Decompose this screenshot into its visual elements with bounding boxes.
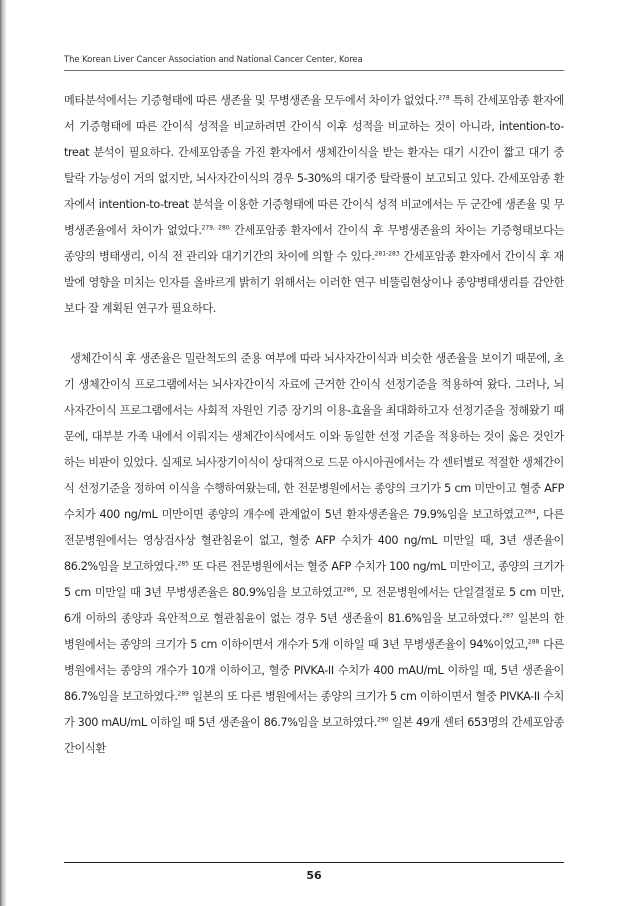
body-text <box>64 88 564 762</box>
footer-divider <box>64 862 564 863</box>
page-edge-shadow <box>0 0 7 906</box>
header-divider <box>64 70 564 71</box>
text-run: 생체간이식 후 생존율은 밀란척도의 준용 여부에 따라 뇌사자간이식과 비슷한 생존율을 보이기 때문에, 초기 생체간이식 프로그램에서는 뇌사자간이식 자료에 근거한 간이식 선정기준을 적용하여 왔다. 그러나, 뇌사자간이식 프로그램에서는 사회적 자원인 기증 장기의 이용-효율을 최대화하고자 선정기준을 정해왔기 때문에, 대부분 가족 내에서 이뤄지는 생체간이식에서도 이와 동일한 선정 기준을 적용하는 것이 옳은 것인가 하는 비판이 있었다. 실제로 뇌사장기이식이 상대적으로 드문 아시아권에서는 각 센터별로 적절한 생체간이식 선정기준을 정하여 이식을 수행하여왔는데, 한 전문병원에서는 종양의 크기가 5 cm 미만이고 혈중 AFP 수치가 400 ng/mL 미만이면 종양의 개수에 관계없이 5년 환자생존율은 79.9%임을 보고하였고 <box>64 352 564 521</box>
text-run: 간세포암종 환자에서 간이식 후 재발에 영향을 미치는 인자를 올바르게 밝히기 위해서는 이러한 연구 비뚤림현상이나 종양병태생리를 감안한 보다 잘 계획된 연구가 필요하다. <box>64 250 565 315</box>
paragraph <box>64 88 564 322</box>
page-number: 56 <box>306 869 322 882</box>
citation-ref: 286 <box>342 586 355 594</box>
text-run: 간세포암종 환자에서 간이식 후 무병생존율의 차이는 기증형태보다는 종양의 병태생리, 이식 전 관리와 대기기간의 차이에 의할 수 있다. <box>64 224 565 263</box>
citation-ref: 285 <box>177 560 190 568</box>
running-header: The Korean Liver Cancer Association and National Cancer Center, Korea <box>64 55 363 65</box>
text-run: 다른 병원에서는 종양의 개수가 10개 이하이고, 혈중 PIVKA-II 수치가 400 mAU/mL 이하일 때, 5년 생존율이 86.7%임을 보고하였다. <box>64 638 564 703</box>
text-run: 일본의 한 병원에서는 종양의 크기가 5 cm 이하이면서 개수가 5개 이하일 때 3년 무병생존율이 94%이었고, <box>64 612 564 651</box>
citation-ref: 287 <box>502 612 514 620</box>
text-run: 메타분석에서는 기증형태에 따른 생존율 및 무병생존율 모두에서 차이가 없었다. <box>64 94 439 107</box>
text-run: 일본 49개 센터 653명의 간세포암종 간이식환 <box>64 716 565 755</box>
paragraph <box>64 346 564 762</box>
citation-ref: 288 <box>527 638 540 646</box>
citation-ref: 289 <box>177 690 189 698</box>
citation-ref: 279, 280 <box>201 224 230 232</box>
citation-ref: 290 <box>377 716 389 724</box>
citation-ref: 284 <box>524 508 536 516</box>
text-run: 또 다른 전문병원에서는 혈중 AFP 수치가 100 ng/mL 미만이고, 종양의 크기가 5 cm 미만일 때 3년 무병생존율은 80.9%임을 보고하였고 <box>64 560 564 599</box>
text-run: , 다른 전문병원에서는 영상검사상 혈관침윤이 없고, 혈중 AFP 수치가 400 ng/mL 미만일 때, 3년 생존율이 86.2%임을 보고하였다. <box>64 508 564 573</box>
text-run: , 모 전문병원에서는 단일결절로 5 cm 미만, 6개 이하의 종양과 육안적으로 혈관침윤이 없는 경우 5년 생존율이 81.6%임을 보고하였다. <box>64 586 564 625</box>
citation-ref: 278 <box>438 94 450 102</box>
text-run: 특히 간세포암종 환자에서 기증형태에 따른 간이식 성적을 비교하려면 간이식 이후 성적을 비교하는 것이 아니라, intention-to-treat 분석이 필요하다. 간세포암종을 가진 환자에서 생체간이식을 받는 환자는 대기 시간이 짧고 대기 중 탈락 가능성이 거의 없지만, 뇌사자간이식의 경우 5-30%의 대기중 탈락률이 보고되고 있다. 간세포암종 환자에서 intention-to-treat 분석을 이용한 기증형태에 따른 간이식 성적 비교에서는 두 군간에 생존율 및 무병생존율에서 차이가 없었다. <box>64 94 564 237</box>
text-run: 일본의 또 다른 병원에서는 종양의 크기가 5 cm 이하이면서 혈중 PIVKA-II 수치가 300 mAU/mL 이하일 때 5년 생존율이 86.7%임을 보고하였다. <box>64 690 565 729</box>
citation-ref: 281-283 <box>374 250 400 258</box>
